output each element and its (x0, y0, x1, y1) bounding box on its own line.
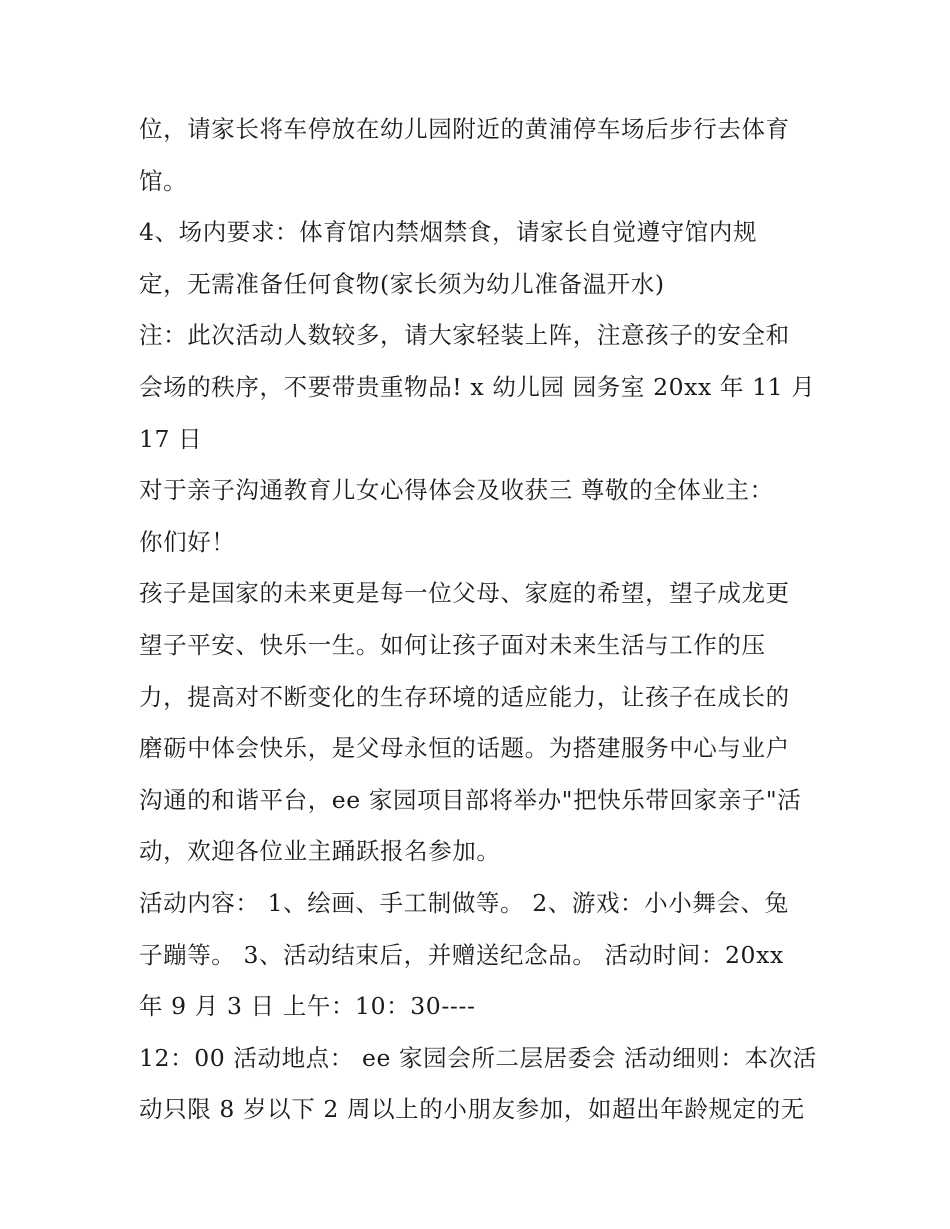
text-line: 活动内容： 1、绘画、手工制做等。 2、游戏：小小舞会、兔 (139, 888, 789, 917)
text-line: 年 9 月 3 日 上午：10：30---- (139, 992, 476, 1021)
text-line: 力，提高对不断变化的生存环境的适应能力，让孩子在成长的 (139, 682, 790, 711)
text-line: 12：00 活动地点： ee 家园会所二层居委会 活动细则：本次活 (139, 1043, 817, 1072)
text-line: 子蹦等。 3、活动结束后，并赠送纪念品。 活动时间：20xx (139, 940, 784, 969)
text-line: 磨砺中体会快乐，是父母永恒的话题。为搭建服务中心与业户 (139, 734, 790, 763)
text-line: 4、场内要求：体育馆内禁烟禁食，请家长自觉遵守馆内规 (139, 218, 758, 247)
text-line: 会场的秩序，不要带贵重物品! x 幼儿园 园务室 20xx 年 11 月 (139, 372, 816, 401)
text-line: 动，欢迎各位业主踊跃报名参加。 (139, 837, 501, 866)
text-line: 你们好！ (139, 527, 236, 556)
text-line: 注：此次活动人数较多，请大家轻装上阵，注意孩子的安全和 (139, 321, 790, 350)
text-line: 沟通的和谐平台，ee 家园项目部将举办"把快乐带回家亲子"活 (139, 785, 802, 814)
text-line: 对于亲子沟通教育儿女心得体会及收获三 尊敬的全体业主： (139, 476, 774, 505)
text-line: 位，请家长将车停放在幼儿园附近的黄浦停车场后步行去体育 (139, 115, 790, 143)
text-line: 孩子是国家的未来更是每一位父母、家庭的希望，望子成龙更 (139, 579, 790, 608)
text-line: 17 日 (139, 424, 203, 453)
text-line: 定，无需准备任何食物(家长须为幼儿准备温开水) (139, 269, 665, 298)
text-line: 动只限 8 岁以下 2 周以上的小朋友参加，如超出年龄规定的无 (139, 1095, 805, 1124)
text-line: 馆。 (139, 166, 188, 195)
text-line: 望子平安、快乐一生。如何让孩子面对未来生活与工作的压 (139, 630, 766, 659)
document-body (139, 104, 819, 1136)
